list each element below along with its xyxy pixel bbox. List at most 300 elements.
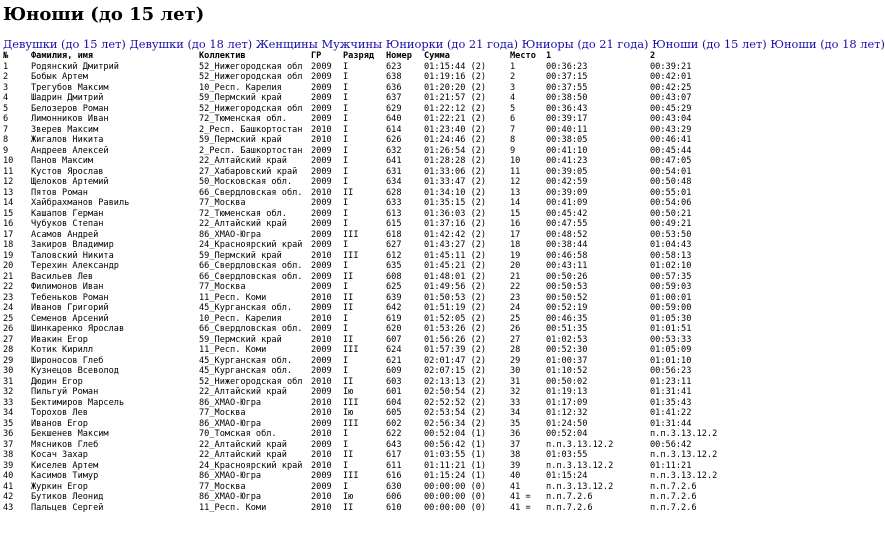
cell-year: 2009 bbox=[311, 219, 332, 229]
table-row bbox=[3, 387, 750, 398]
cell-split1: 00:39:17 bbox=[546, 114, 588, 124]
header-year: ГР bbox=[311, 51, 322, 61]
cell-team: 11_Респ. Коми bbox=[199, 345, 267, 355]
cell-rank: I bbox=[343, 198, 349, 208]
cell-bib: 638 bbox=[386, 72, 402, 82]
cell-team: 11_Респ. Коми bbox=[199, 292, 267, 303]
cell-year: 2010 bbox=[311, 376, 332, 387]
header-num: № bbox=[3, 51, 9, 61]
cell-name: Кузнецов Всеволод bbox=[31, 366, 119, 376]
cell-rank: II bbox=[343, 334, 354, 345]
cell-name: Шадрин Дмитрий bbox=[31, 93, 104, 103]
cell-num: 25 bbox=[3, 313, 14, 324]
table-row bbox=[3, 104, 750, 115]
cell-place: 32 bbox=[510, 387, 521, 397]
cell-name: Чубуков Степан bbox=[31, 219, 104, 229]
cell-num: 35 bbox=[3, 418, 14, 429]
cell-split1: 00:41:09 bbox=[546, 198, 588, 208]
table-row bbox=[3, 377, 750, 388]
cell-bib: 631 bbox=[386, 166, 402, 177]
cell-split1: п.п.3.13.12.2 bbox=[546, 460, 614, 471]
cell-place: 35 bbox=[510, 418, 521, 429]
cell-year: 2009 bbox=[311, 240, 332, 250]
cell-rank: II bbox=[343, 376, 354, 387]
cell-num: 15 bbox=[3, 208, 14, 219]
cell-team: 77_Москва bbox=[199, 408, 246, 418]
cell-split2: 01:35:43 bbox=[650, 397, 692, 408]
nav-link[interactable]: Девушки (до 18 лет) bbox=[129, 37, 253, 51]
cell-num: 17 bbox=[3, 229, 14, 240]
cell-bib: 620 bbox=[386, 324, 402, 334]
cell-split2: 00:54:01 bbox=[650, 166, 692, 177]
cell-split2: 00:45:29 bbox=[650, 103, 692, 114]
cell-sum: 01:35:15 (2) bbox=[424, 198, 487, 208]
cell-bib: 615 bbox=[386, 219, 402, 229]
table-row bbox=[3, 114, 750, 125]
header-place: Место bbox=[510, 51, 536, 61]
cell-team: 66_Свердловская обл. bbox=[199, 261, 303, 271]
cell-split2: 00:43:04 bbox=[650, 114, 692, 124]
cell-bib: 634 bbox=[386, 177, 402, 187]
cell-split2: 01:02:10 bbox=[650, 261, 692, 271]
cell-rank: II bbox=[343, 303, 354, 313]
cell-team: 10_Респ. Карелия bbox=[199, 313, 282, 324]
cell-sum: 01:28:28 (2) bbox=[424, 156, 487, 166]
cell-bib: 613 bbox=[386, 208, 402, 219]
cell-num: 36 bbox=[3, 429, 14, 439]
cell-sum: 02:13:13 (2) bbox=[424, 376, 487, 387]
cell-num: 28 bbox=[3, 345, 14, 355]
cell-split2: 01:31:44 bbox=[650, 418, 692, 429]
cell-split1: 00:50:53 bbox=[546, 282, 588, 292]
cell-name: Лимонников Иван bbox=[31, 114, 109, 124]
cell-name: Пальцев Сергей bbox=[31, 502, 104, 513]
cell-num: 9 bbox=[3, 145, 9, 156]
cell-place: 38 bbox=[510, 450, 521, 460]
cell-rank: Iю bbox=[343, 408, 354, 418]
cell-split1: 00:45:42 bbox=[546, 208, 588, 219]
cell-rank: II bbox=[343, 450, 354, 460]
cell-split1: 00:36:23 bbox=[546, 61, 588, 72]
cell-num: 24 bbox=[3, 303, 14, 313]
cell-bib: 636 bbox=[386, 82, 402, 93]
cell-place: 21 bbox=[510, 271, 521, 282]
cell-split2: п.п.7.2.6 bbox=[650, 492, 697, 502]
cell-place: 17 bbox=[510, 229, 521, 240]
cell-sum: 01:24:46 (2) bbox=[424, 135, 487, 145]
cell-team: 24_Красноярский край bbox=[199, 460, 303, 471]
cell-bib: 606 bbox=[386, 492, 402, 502]
cell-num: 22 bbox=[3, 282, 14, 292]
cell-team: 66_Свердловская обл. bbox=[199, 271, 303, 282]
cell-num: 23 bbox=[3, 292, 14, 303]
cell-place: 30 bbox=[510, 366, 521, 376]
cell-year: 2009 bbox=[311, 72, 332, 82]
cell-rank: I bbox=[343, 135, 349, 145]
cell-bib: 630 bbox=[386, 481, 402, 492]
cell-num: 38 bbox=[3, 450, 14, 460]
cell-bib: 622 bbox=[386, 429, 402, 439]
cell-num: 33 bbox=[3, 397, 14, 408]
cell-num: 39 bbox=[3, 460, 14, 471]
cell-year: 2009 bbox=[311, 114, 332, 124]
cell-split2: 01:11:21 bbox=[650, 460, 692, 471]
cell-split1: п.п.3.13.12.2 bbox=[546, 481, 614, 492]
cell-sum: 01:34:10 (2) bbox=[424, 187, 487, 198]
cell-year: 2009 bbox=[311, 481, 332, 492]
cell-place: 41 = bbox=[510, 492, 531, 502]
cell-team: 50_Московская обл. bbox=[199, 177, 293, 187]
cell-place: 1 bbox=[510, 61, 516, 72]
table-row bbox=[3, 419, 750, 430]
cell-rank: I bbox=[343, 324, 349, 334]
cell-split2: п.п.7.2.6 bbox=[650, 502, 697, 513]
cell-team: 66_Свердловская обл. bbox=[199, 324, 303, 334]
cell-sum: 01:21:57 (2) bbox=[424, 93, 487, 103]
header-split2: 2 bbox=[650, 51, 656, 61]
cell-split2: п.п.3.13.12.2 bbox=[650, 471, 718, 481]
cell-sum: 01:22:21 (2) bbox=[424, 114, 487, 124]
table-row bbox=[3, 72, 750, 83]
table-row bbox=[3, 356, 750, 367]
cell-place: 23 bbox=[510, 292, 521, 303]
cell-rank: I bbox=[343, 177, 349, 187]
table-row bbox=[3, 429, 750, 440]
cell-team: 22_Алтайский край bbox=[199, 219, 287, 229]
cell-num: 10 bbox=[3, 156, 14, 166]
cell-sum: 01:52:05 (2) bbox=[424, 313, 487, 324]
cell-name: Журкин Егор bbox=[31, 481, 88, 492]
cell-num: 3 bbox=[3, 82, 9, 93]
cell-rank: I bbox=[343, 439, 349, 450]
table-row bbox=[3, 335, 750, 346]
cell-sum: 01:11:21 (1) bbox=[424, 460, 487, 471]
cell-split1: 00:39:09 bbox=[546, 187, 588, 198]
table-row bbox=[3, 314, 750, 325]
cell-sum: 01:45:11 (2) bbox=[424, 250, 487, 261]
cell-year: 2010 bbox=[311, 292, 332, 303]
cell-place: 24 bbox=[510, 303, 521, 313]
cell-num: 19 bbox=[3, 250, 14, 261]
table-row bbox=[3, 461, 750, 472]
cell-num: 37 bbox=[3, 439, 14, 450]
header-split1: 1 bbox=[546, 51, 552, 61]
cell-num: 16 bbox=[3, 219, 14, 229]
cell-split1: 00:40:11 bbox=[546, 124, 588, 135]
cell-split1: 00:46:58 bbox=[546, 250, 588, 261]
table-row bbox=[3, 251, 750, 262]
cell-num: 32 bbox=[3, 387, 14, 397]
cell-name: Ивакин Егор bbox=[31, 334, 88, 345]
cell-place: 31 bbox=[510, 376, 521, 387]
cell-bib: 621 bbox=[386, 355, 402, 366]
cell-bib: 639 bbox=[386, 292, 402, 303]
cell-split2: 01:31:41 bbox=[650, 387, 692, 397]
cell-split1: п.п.3.13.12.2 bbox=[546, 439, 614, 450]
cell-place: 13 bbox=[510, 187, 521, 198]
cell-rank: Iю bbox=[343, 387, 354, 397]
cell-place: 11 bbox=[510, 166, 521, 177]
cell-bib: 625 bbox=[386, 282, 402, 292]
cell-split1: 01:12:32 bbox=[546, 408, 588, 418]
cell-bib: 629 bbox=[386, 103, 402, 114]
cell-name: Филимонов Иван bbox=[31, 282, 104, 292]
cell-bib: 641 bbox=[386, 156, 402, 166]
cell-place: 10 bbox=[510, 156, 521, 166]
cell-year: 2009 bbox=[311, 166, 332, 177]
cell-name: Жигалов Никита bbox=[31, 135, 104, 145]
cell-split2: 00:42:25 bbox=[650, 82, 692, 93]
table-row bbox=[3, 492, 750, 503]
cell-num: 41 bbox=[3, 481, 14, 492]
cell-rank: II bbox=[343, 502, 354, 513]
cell-num: 27 bbox=[3, 334, 14, 345]
cell-team: 45_Курганская обл. bbox=[199, 303, 293, 313]
cell-rank: III bbox=[343, 345, 359, 355]
cell-place: 2 bbox=[510, 72, 516, 82]
cell-year: 2009 bbox=[311, 387, 332, 397]
cell-place: 37 bbox=[510, 439, 521, 450]
cell-team: 2_Респ. Башкортостан bbox=[199, 145, 303, 156]
cell-split1: 00:37:55 bbox=[546, 82, 588, 93]
cell-name: Родянский Дмитрий bbox=[31, 61, 119, 72]
table-header bbox=[3, 51, 750, 62]
cell-split1: 01:00:37 bbox=[546, 355, 588, 366]
cell-rank: II bbox=[343, 271, 354, 282]
cell-year: 2009 bbox=[311, 61, 332, 72]
cell-sum: 02:01:47 (2) bbox=[424, 355, 487, 366]
cell-bib: 623 bbox=[386, 61, 402, 72]
cell-name: Тебеньков Роман bbox=[31, 292, 109, 303]
table-row bbox=[3, 303, 750, 314]
cell-split2: 00:54:06 bbox=[650, 198, 692, 208]
cell-year: 2009 bbox=[311, 103, 332, 114]
cell-split2: 00:59:00 bbox=[650, 303, 692, 313]
cell-place: 9 bbox=[510, 145, 516, 156]
cell-sum: 01:37:16 (2) bbox=[424, 219, 487, 229]
cell-split1: 01:10:52 bbox=[546, 366, 588, 376]
cell-num: 20 bbox=[3, 261, 14, 271]
cell-name: Шинкаренко Ярослав bbox=[31, 324, 125, 334]
cell-team: 59_Пермский край bbox=[199, 135, 282, 145]
cell-name: Васильев Лев bbox=[31, 271, 94, 282]
table-row bbox=[3, 198, 750, 209]
cell-place: 12 bbox=[510, 177, 521, 187]
cell-split1: 00:42:59 bbox=[546, 177, 588, 187]
cell-split1: 00:36:43 bbox=[546, 103, 588, 114]
cell-place: 28 bbox=[510, 345, 521, 355]
cell-sum: 01:50:53 (2) bbox=[424, 292, 487, 303]
cell-sum: 01:15:24 (1) bbox=[424, 471, 487, 481]
nav-link[interactable]: Юноши (до 15 лет) bbox=[652, 37, 767, 51]
cell-rank: I bbox=[343, 460, 349, 471]
nav-link[interactable]: Женщины bbox=[255, 37, 318, 51]
table-row bbox=[3, 209, 750, 220]
cell-year: 2009 bbox=[311, 345, 332, 355]
cell-sum: 02:50:54 (2) bbox=[424, 387, 487, 397]
cell-split1: 00:37:15 bbox=[546, 72, 588, 82]
header-sum: Сумма bbox=[424, 51, 450, 61]
cell-team: 59_Пермский край bbox=[199, 93, 282, 103]
cell-bib: 611 bbox=[386, 460, 402, 471]
cell-split1: 01:19:13 bbox=[546, 387, 588, 397]
cell-split2: 00:57:35 bbox=[650, 271, 692, 282]
table-row bbox=[3, 62, 750, 73]
cell-year: 2010 bbox=[311, 187, 332, 198]
cell-split1: 01:03:55 bbox=[546, 450, 588, 460]
cell-place: 7 bbox=[510, 124, 516, 135]
cell-split2: 00:56:23 bbox=[650, 366, 692, 376]
cell-bib: 614 bbox=[386, 124, 402, 135]
cell-split2: 00:47:05 bbox=[650, 156, 692, 166]
cell-split2: 01:01:10 bbox=[650, 355, 692, 366]
cell-sum: 01:19:16 (2) bbox=[424, 72, 487, 82]
cell-name: Хайбрахманов Равиль bbox=[31, 198, 130, 208]
cell-team: 72_Тюменская обл. bbox=[199, 114, 287, 124]
cell-name: Иванов Егор bbox=[31, 418, 88, 429]
cell-year: 2009 bbox=[311, 271, 332, 282]
cell-split2: 01:05:30 bbox=[650, 313, 692, 324]
cell-num: 29 bbox=[3, 355, 14, 366]
cell-place: 19 bbox=[510, 250, 521, 261]
nav-link[interactable]: Юноши (до 18 лет) bbox=[770, 37, 885, 51]
cell-split2: 00:59:03 bbox=[650, 282, 692, 292]
cell-sum: 01:15:44 (2) bbox=[424, 61, 487, 72]
cell-place: 36 bbox=[510, 429, 521, 439]
cell-place: 20 bbox=[510, 261, 521, 271]
cell-team: 70_Томская обл. bbox=[199, 429, 277, 439]
group-nav bbox=[3, 37, 885, 51]
cell-split1: 00:46:35 bbox=[546, 313, 588, 324]
cell-num: 12 bbox=[3, 177, 14, 187]
cell-sum: 01:33:47 (2) bbox=[424, 177, 487, 187]
cell-team: 24_Красноярский край bbox=[199, 240, 303, 250]
cell-split2: 00:56:42 bbox=[650, 439, 692, 450]
cell-team: 86_ХМАО-Югра bbox=[199, 418, 262, 429]
cell-split1: 00:50:26 bbox=[546, 271, 588, 282]
cell-split2: 00:43:07 bbox=[650, 93, 692, 103]
cell-name: Зверев Максим bbox=[31, 124, 99, 135]
cell-name: Щелоков Артемий bbox=[31, 177, 109, 187]
cell-rank: I bbox=[343, 282, 349, 292]
cell-sum: 02:52:52 (2) bbox=[424, 397, 487, 408]
table-row bbox=[3, 471, 750, 482]
cell-year: 2009 bbox=[311, 303, 332, 313]
cell-rank: I bbox=[343, 61, 349, 72]
cell-place: 26 bbox=[510, 324, 521, 334]
cell-rank: I bbox=[343, 366, 349, 376]
cell-bib: 643 bbox=[386, 439, 402, 450]
cell-split1: 01:24:50 bbox=[546, 418, 588, 429]
cell-place: 3 bbox=[510, 82, 516, 93]
cell-sum: 01:22:12 (2) bbox=[424, 103, 487, 114]
cell-team: 59_Пермский край bbox=[199, 250, 282, 261]
cell-rank: I bbox=[343, 93, 349, 103]
cell-sum: 00:00:00 (0) bbox=[424, 502, 487, 513]
cell-sum: 00:52:04 (1) bbox=[424, 429, 487, 439]
cell-split2: 00:50:48 bbox=[650, 177, 692, 187]
cell-name: Трегубов Максим bbox=[31, 82, 109, 93]
cell-year: 2009 bbox=[311, 366, 332, 376]
cell-bib: 642 bbox=[386, 303, 402, 313]
table-row bbox=[3, 219, 750, 230]
cell-name: Закиров Владимир bbox=[31, 240, 114, 250]
cell-split2: 01:05:09 bbox=[650, 345, 692, 355]
cell-split2: 01:41:22 bbox=[650, 408, 692, 418]
table-row bbox=[3, 240, 750, 251]
table-row bbox=[3, 177, 750, 188]
cell-split2: 01:00:01 bbox=[650, 292, 692, 303]
cell-sum: 01:45:21 (2) bbox=[424, 261, 487, 271]
cell-split1: 01:15:24 bbox=[546, 471, 588, 481]
cell-rank: I bbox=[343, 72, 349, 82]
nav-link[interactable]: Девушки (до 15 лет) bbox=[3, 37, 126, 51]
cell-team: 11_Респ. Коми bbox=[199, 502, 267, 513]
cell-place: 15 bbox=[510, 208, 521, 219]
cell-sum: 01:53:26 (2) bbox=[424, 324, 487, 334]
cell-rank: I bbox=[343, 355, 349, 366]
cell-sum: 01:48:01 (2) bbox=[424, 271, 487, 282]
cell-bib: 624 bbox=[386, 345, 402, 355]
cell-split2: п.п.3.13.12.2 bbox=[650, 450, 718, 460]
cell-place: 27 bbox=[510, 334, 521, 345]
cell-split2: 00:50:21 bbox=[650, 208, 692, 219]
cell-bib: 619 bbox=[386, 313, 402, 324]
cell-num: 5 bbox=[3, 103, 9, 114]
cell-num: 7 bbox=[3, 124, 9, 135]
cell-num: 1 bbox=[3, 61, 9, 72]
cell-year: 2010 bbox=[311, 124, 332, 135]
cell-team: 2_Респ. Башкортостан bbox=[199, 124, 303, 135]
cell-sum: 01:57:39 (2) bbox=[424, 345, 487, 355]
cell-place: 34 bbox=[510, 408, 521, 418]
cell-rank: I bbox=[343, 313, 349, 324]
cell-split1: 00:41:10 bbox=[546, 145, 588, 156]
cell-year: 2010 bbox=[311, 313, 332, 324]
cell-sum: 01:42:42 (2) bbox=[424, 229, 487, 240]
nav-link[interactable]: Юниорки (до 21 года) bbox=[385, 37, 519, 51]
cell-year: 2009 bbox=[311, 177, 332, 187]
table-row bbox=[3, 398, 750, 409]
nav-link[interactable]: Мужчины bbox=[321, 37, 383, 51]
cell-place: 16 bbox=[510, 219, 521, 229]
cell-rank: III bbox=[343, 471, 359, 481]
cell-num: 43 bbox=[3, 502, 14, 513]
cell-num: 30 bbox=[3, 366, 14, 376]
cell-rank: III bbox=[343, 418, 359, 429]
cell-num: 11 bbox=[3, 166, 14, 177]
cell-split2: 01:01:51 bbox=[650, 324, 692, 334]
cell-place: 6 bbox=[510, 114, 516, 124]
cell-bib: 604 bbox=[386, 397, 402, 408]
cell-split2: 00:39:21 bbox=[650, 61, 692, 72]
nav-link[interactable]: Юниоры (до 21 года) bbox=[521, 37, 649, 51]
cell-split2: 00:53:50 bbox=[650, 229, 692, 240]
header-bib: Номер bbox=[386, 51, 412, 61]
cell-name: Пильгуй Роман bbox=[31, 387, 99, 397]
header-name: Фамилия, имя bbox=[31, 51, 94, 61]
table-row bbox=[3, 230, 750, 241]
cell-team: 52_Нижегородская обл bbox=[199, 61, 303, 72]
cell-team: 45_Курганская обл. bbox=[199, 366, 293, 376]
cell-rank: II bbox=[343, 292, 354, 303]
cell-sum: 01:43:27 (2) bbox=[424, 240, 487, 250]
cell-split2: 01:04:43 bbox=[650, 240, 692, 250]
cell-rank: III bbox=[343, 397, 359, 408]
cell-rank: I bbox=[343, 429, 349, 439]
cell-place: 8 bbox=[510, 135, 516, 145]
cell-rank: III bbox=[343, 250, 359, 261]
